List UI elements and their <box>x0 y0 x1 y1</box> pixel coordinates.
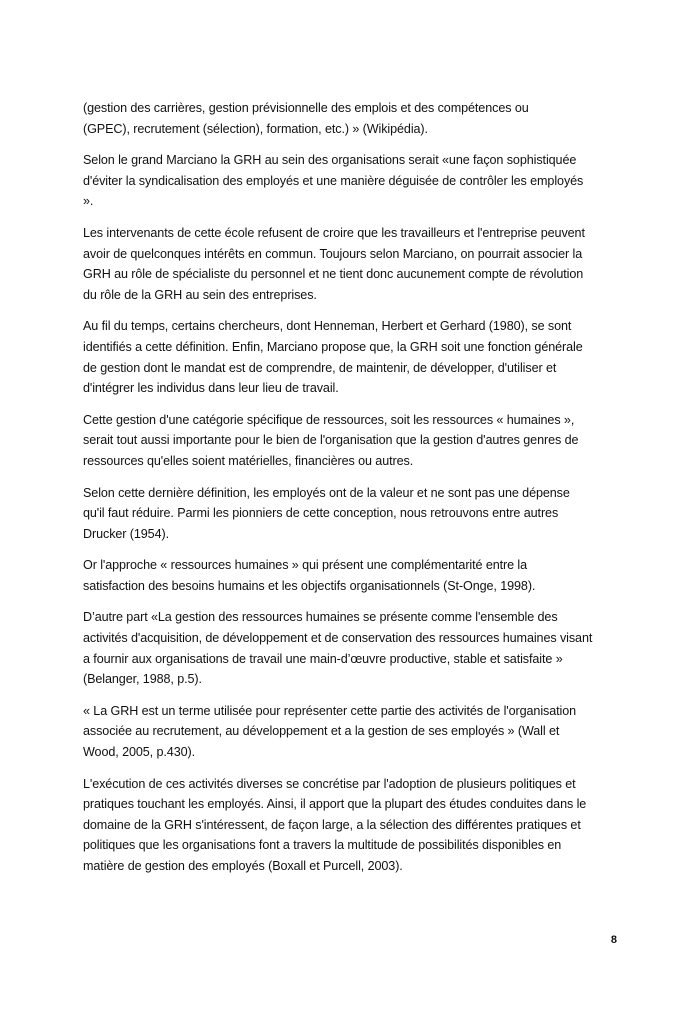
paragraph-9: « La GRH est un terme utilisée pour représenter cette partie des activités de l'organisation associée au recrutement, au développement et a la gestion de ses employés » (Wall et Wood, 2005, p.430). <box>83 703 577 760</box>
paragraph-1: (gestion des carrières, gestion prévisionnelle des emplois et des compétences ou (GPEC), recrutement (sélection), formation, etc.) » (Wikipédia). <box>83 101 529 136</box>
paragraph-10: L'exécution de ces activités diverses se concrétise par l'adoption de plusieurs politiques et pratiques touchant les employés. Ainsi, il apport que la plupart des études conduites dans le domaine de la GRH s'intéressent, de façon large, a la sélection des différentes pratiques et politiques que les organisations font a travers la multitude de possibilités disponibles en matière de gestion des employés (Boxall et Purcell, 2003). <box>83 776 587 873</box>
paragraph-5: Cette gestion d'une catégorie spécifique de ressources, soit les ressources « humaines », serait tout aussi importante pour le bien de l'organisation que la gestion d'autres genres de ressources qu'elles soient matérielles, financières ou autres. <box>83 412 579 468</box>
paragraph-8: D’autre part «La gestion des ressources humaines se présente comme l'ensemble des activités d'acquisition, de développement et de conservation des ressources humaines visant a fournir aux organisations de travail une main-d’œuvre productive, stable et satisfaite » (Belanger, 1988, p.5). <box>83 610 593 687</box>
body-text <box>83 98 623 888</box>
paragraph-2: Selon le grand Marciano la GRH au sein des organisations serait «une façon sophistiquée d'éviter la syndicalisation des employés et une manière déguisée de contrôler les employés ». <box>83 153 584 209</box>
paragraph-4: Au fil du temps, certains chercheurs, dont Henneman, Herbert et Gerhard (1980), se sont identifiés a cette définition. Enfin, Marciano propose que, la GRH soit une fonction générale de gestion dont le mandat est de comprendre, de maintenir, de développer, d'utiliser et d'intégrer les individus dans leur lieu de travail. <box>83 319 583 396</box>
paragraph-6: Selon cette dernière définition, les employés ont de la valeur et ne sont pas une dépense qu'il faut réduire. Parmi les pionniers de cette conception, nous retrouvons entre autres Drucker (1954). <box>83 485 570 541</box>
page-number: 8 <box>610 934 617 946</box>
paragraph-3: Les intervenants de cette école refusent de croire que les travailleurs et l'entreprise peuvent avoir de quelconques intérêts en commun. Toujours selon Marciano, on pourrait associer la GRH au rôle de spécialiste du personnel et ne tient donc aucunement compte de révolution du rôle de la GRH au sein des entreprises. <box>83 225 585 302</box>
paragraph-7: Or l'approche « ressources humaines » qui présent une complémentarité entre la satisfaction des besoins humains et les objectifs organisationnels (St-Onge, 1998). <box>83 558 536 593</box>
